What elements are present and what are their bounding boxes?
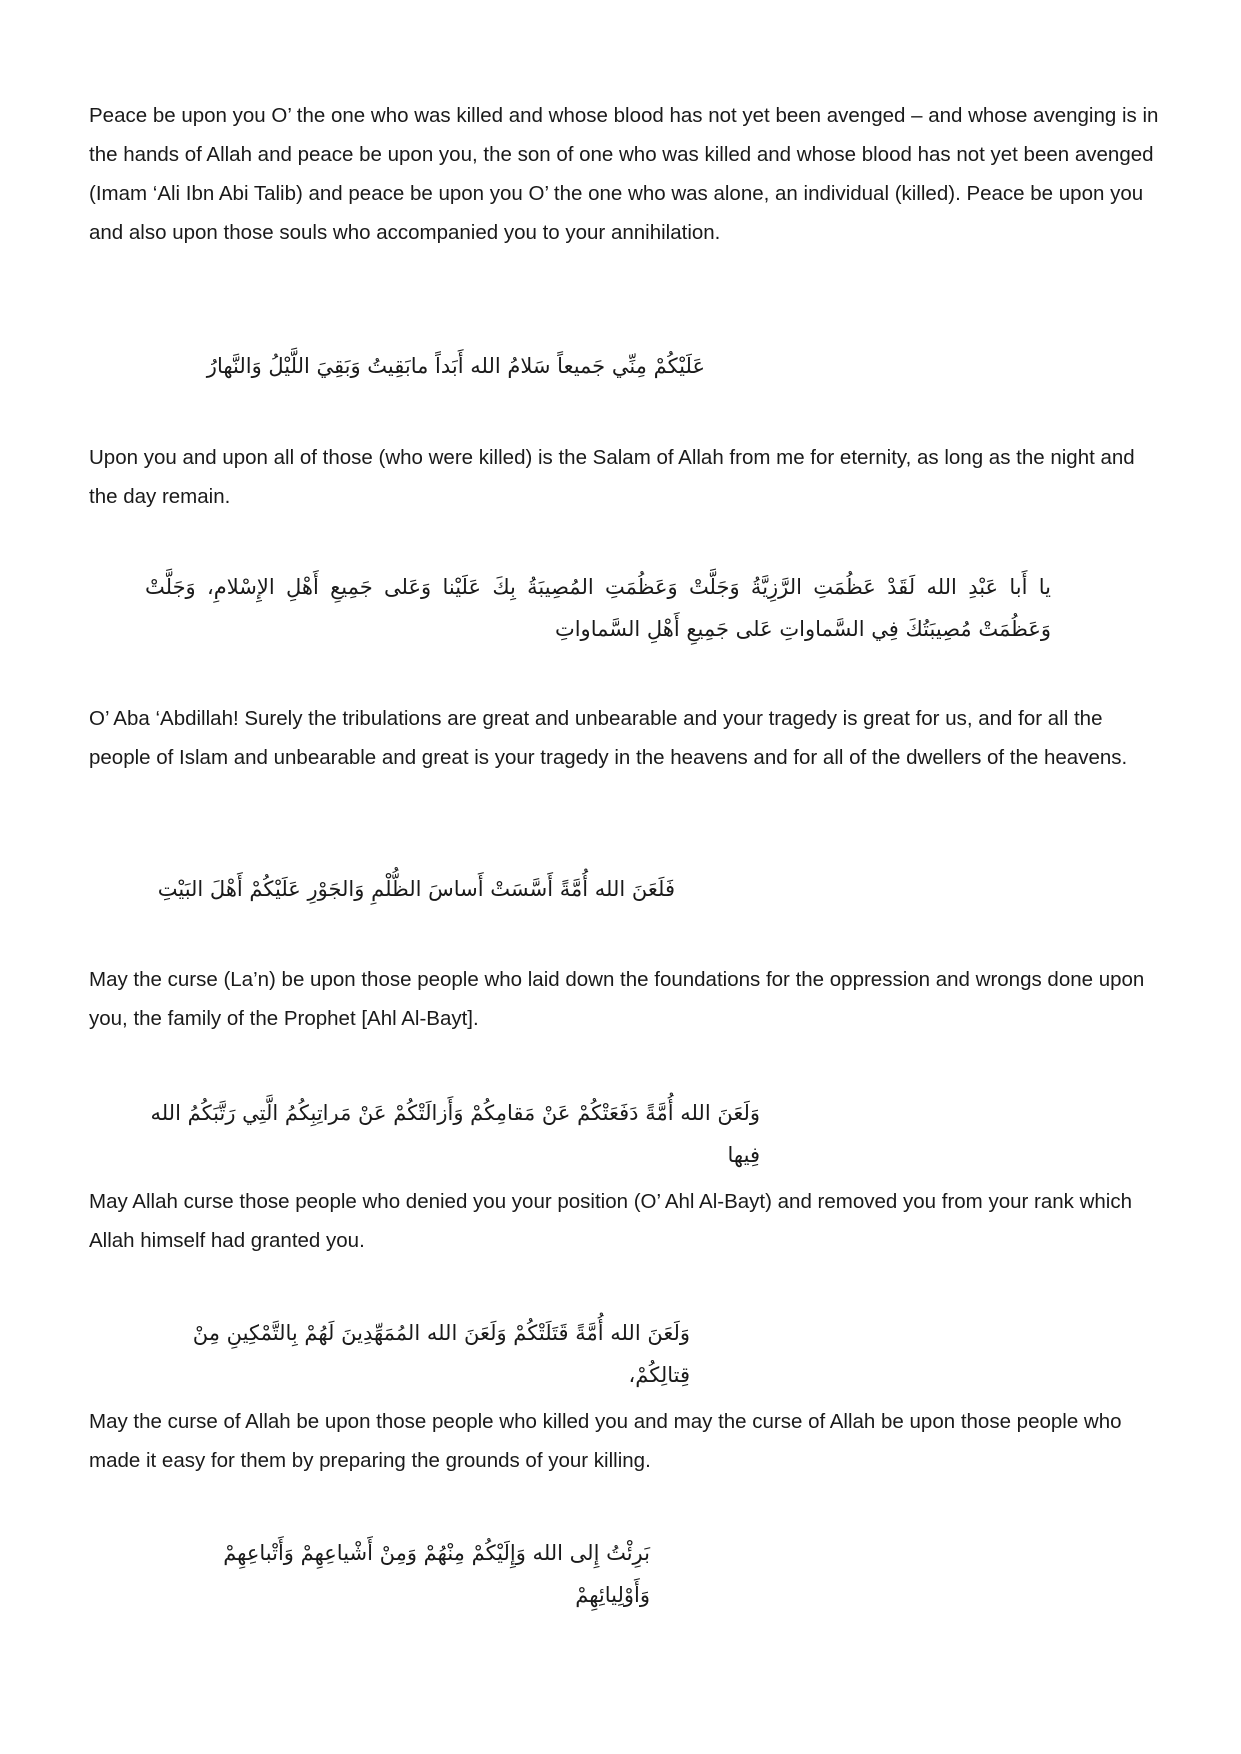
arabic-verse-1: عَلَيْكُمْ مِنِّي جَميعاً سَلامُ الله أَبَداً مابَقِيتُ وَبَقِيَ اللَّيْلُ وَالنَّهارُ bbox=[206, 354, 705, 378]
arabic-verse-4: وَلَعَنَ الله أُمَّةً دَفَعَتْكُمْ عَنْ مَقامِكُمْ وَأَزالَتْكُمْ عَنْ مَراتِبِكُمُ الَّتِي رَتَّبَكُمُ الله فِيها bbox=[150, 1101, 760, 1167]
english-paragraph-6: May the curse of Allah be upon those people who killed you and may the curse of Allah be upon those people who made it easy for them by preparing the grounds of your killing. bbox=[89, 1410, 1122, 1472]
english-paragraph-5: May Allah curse those people who denied you your position (O’ Ahl Al-Bayt) and removed you from your rank which Allah himself had granted you. bbox=[89, 1190, 1133, 1252]
arabic-verse-2: يا أَبا عَبْدِ الله لَقَدْ عَظُمَتِ الرَّزِيَّةُ وَجَلَّتْ وَعَظُمَتِ المُصِيبَةُ بِكَ عَلَيْنا وَعَلى جَمِيعِ أَهْلِ الإِسْلامِ، وَجَلَّتْ وَعَظُمَتْ مُصِيبَتُكَ فِي السَّماواتِ عَلى جَمِيعِ أَهْلِ السَّماواتِ bbox=[145, 575, 1051, 641]
arabic-verse-6: بَرِئْتُ إِلى الله وَإِلَيْكُمْ مِنْهُمْ وَمِنْ أَشْياعِهِمْ وَأَتْباعِهِمْ وَأَوْلِيائِهِمْ bbox=[223, 1541, 650, 1607]
english-paragraph-2: Upon you and upon all of those (who were killed) is the Salam of Allah from me for eternity, as long as the night and the day remain. bbox=[89, 446, 1135, 508]
arabic-verse-5: وَلَعَنَ الله أُمَّةً قَتَلَتْكُمْ وَلَعَنَ الله المُمَهِّدِينَ لَهُمْ بِالتَّمْكِينِ مِنْ قِتالِكُمْ، bbox=[192, 1321, 690, 1387]
arabic-verse-3: فَلَعَنَ الله أُمَّةً أَسَّسَتْ أَساسَ الظُّلْمِ وَالجَوْرِ عَلَيْكُمْ أَهْلَ البَيْتِ bbox=[157, 877, 675, 901]
english-paragraph-1: Peace be upon you O’ the one who was killed and whose blood has not yet been avenged – and whose avenging is in the hands of Allah and peace be upon you, the son of one who was killed and whose blood has not yet been avenged (Imam ‘Ali Ibn Abi Talib) and peace be upon you O’ the one who was alone, an individual (killed). Peace be upon you and also upon those souls who accompanied you to your annihilation. bbox=[89, 104, 1159, 244]
english-paragraph-3: O’ Aba ‘Abdillah! Surely the tribulations are great and unbearable and your tragedy is great for us, and for all the people of Islam and unbearable and great is your tragedy in the heavens and for all of the dwellers of the heavens. bbox=[89, 707, 1128, 769]
english-paragraph-4: May the curse (La’n) be upon those people who laid down the foundations for the oppression and wrongs done upon you, the family of the Prophet [Ahl Al-Bayt]. bbox=[89, 968, 1145, 1030]
